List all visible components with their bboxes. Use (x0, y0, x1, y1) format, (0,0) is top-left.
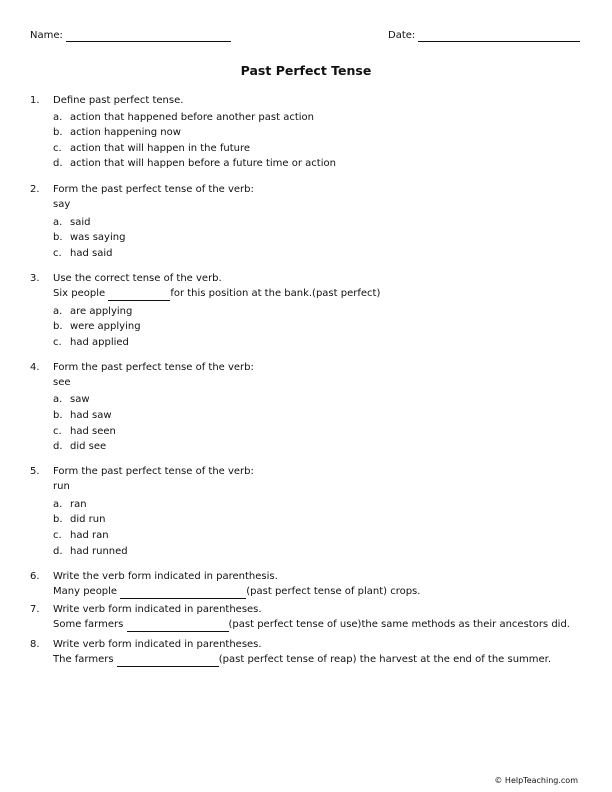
answer-option[interactable]: a. said (53, 217, 91, 228)
answer-option[interactable]: b. did run (53, 514, 106, 525)
name-field[interactable] (30, 30, 231, 42)
answer-option[interactable]: c. had seen (53, 426, 116, 437)
answer-blank[interactable] (127, 621, 229, 632)
question-prompt: Form the past perfect tense of the verb: (53, 184, 254, 195)
question-number: 7. (30, 604, 40, 615)
name-label: Name: (30, 30, 63, 41)
answer-option[interactable]: b. was saying (53, 232, 126, 243)
answer-option[interactable]: a. are applying (53, 306, 133, 317)
question-prompt: Define past perfect tense. (53, 95, 184, 106)
question-prompt: Write verb form indicated in parentheses. (53, 639, 262, 650)
answer-option[interactable]: c. had applied (53, 337, 129, 348)
answer-option[interactable]: c. had said (53, 248, 113, 259)
answer-blank[interactable] (108, 290, 170, 301)
answer-option[interactable]: c. had ran (53, 530, 109, 541)
question-prompt: Form the past perfect tense of the verb: (53, 362, 254, 373)
name-blank[interactable] (66, 31, 231, 42)
answer-option[interactable]: b. action happening now (53, 127, 181, 138)
answer-option[interactable]: d. had runned (53, 546, 128, 557)
answer-option[interactable]: c. action that will happen in the future (53, 143, 251, 154)
date-label: Date: (388, 30, 416, 41)
date-blank[interactable] (418, 31, 580, 42)
question-number: 3. (30, 273, 40, 284)
question-number: 1. (30, 95, 40, 106)
question-number: 8. (30, 639, 40, 650)
question-sentence: Six people for this position at the bank.(past perfect) (53, 288, 381, 299)
question-sentence: Many people (past perfect tense of plant) crops. (53, 586, 421, 597)
question-prompt: Form the past perfect tense of the verb: (53, 466, 254, 477)
page-title: Past Perfect Tense (240, 63, 372, 78)
question-verb: run (53, 481, 70, 492)
question-sentence: The farmers (past perfect tense of reap) the harvest at the end of the summer. (53, 654, 552, 665)
answer-option[interactable]: b. had saw (53, 410, 112, 421)
answer-option[interactable]: a. action that happened before another past action (53, 112, 314, 123)
answer-option[interactable]: a. ran (53, 499, 87, 510)
question-number: 5. (30, 466, 40, 477)
question-verb: say (53, 199, 71, 210)
answer-blank[interactable] (117, 656, 219, 667)
answer-option[interactable]: d. action that will happen before a future time or action (53, 158, 336, 169)
question-verb: see (53, 377, 71, 388)
question-number: 4. (30, 362, 40, 373)
answer-option[interactable]: d. did see (53, 441, 107, 452)
question-number: 2. (30, 184, 40, 195)
answer-option[interactable]: a. saw (53, 394, 90, 405)
question-prompt: Write verb form indicated in parentheses. (53, 604, 262, 615)
question-prompt: Write the verb form indicated in parenthesis. (53, 571, 278, 582)
question-number: 6. (30, 571, 40, 582)
answer-blank[interactable] (120, 588, 246, 599)
copyright-footer: © HelpTeaching.com (494, 776, 578, 785)
date-field[interactable] (388, 30, 580, 42)
question-sentence: Some farmers (past perfect tense of use)the same methods as their ancestors did. (53, 619, 570, 630)
answer-option[interactable]: b. were applying (53, 321, 141, 332)
question-prompt: Use the correct tense of the verb. (53, 273, 222, 284)
